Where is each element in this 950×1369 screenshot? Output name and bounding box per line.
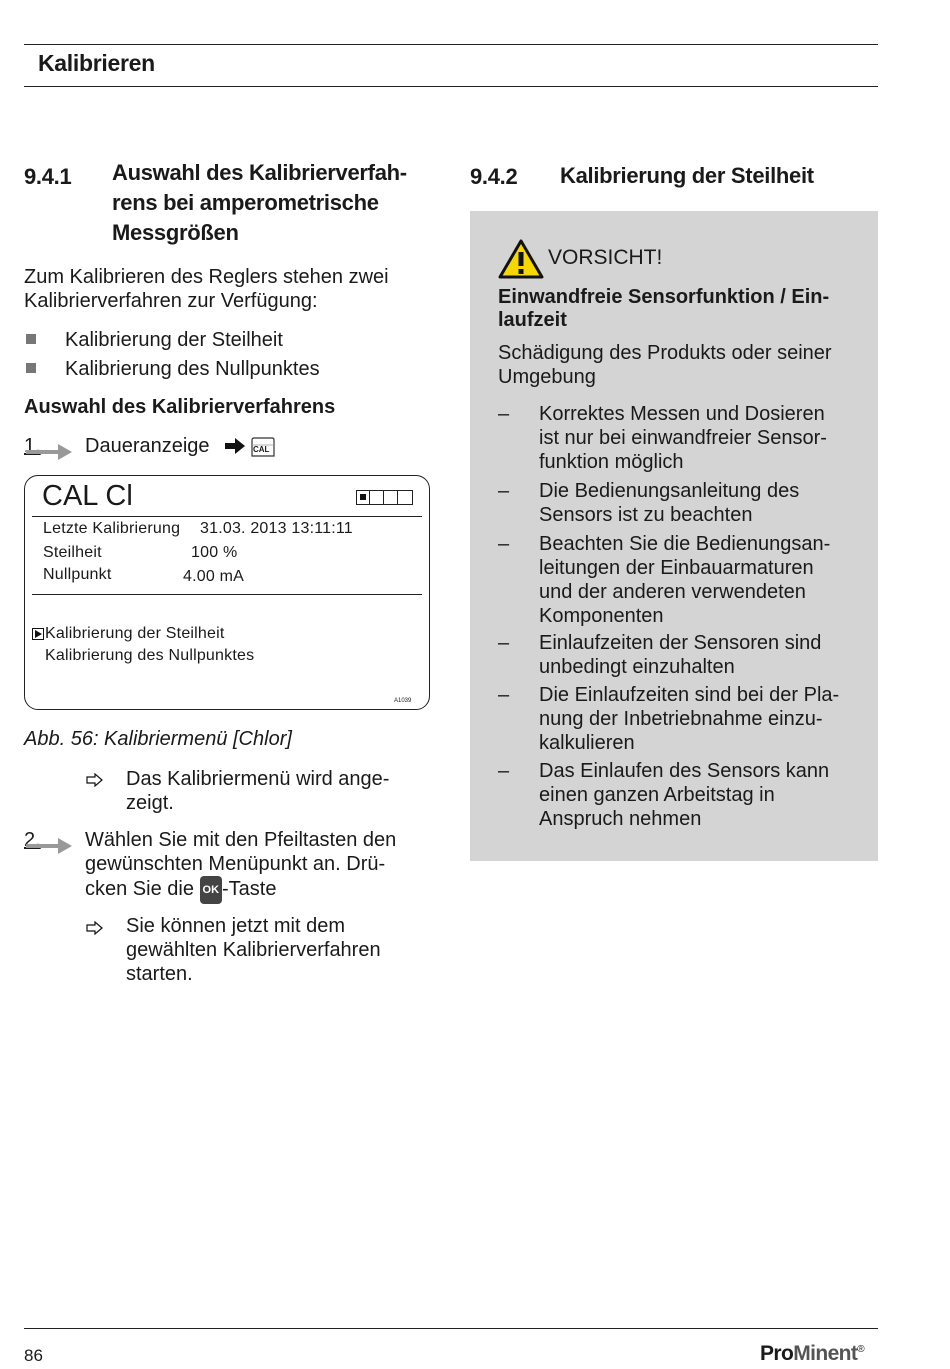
page-number: 86 — [24, 1346, 43, 1365]
result-arrow-icon — [86, 921, 104, 935]
step-arrow-icon — [24, 441, 74, 463]
warning-item-line: kalkulieren — [539, 732, 635, 754]
dash-bullet: – — [498, 632, 510, 654]
right-arrow-icon — [224, 437, 246, 455]
warning-title-line: laufzeit — [498, 309, 567, 331]
warning-item-line: funktion möglich — [539, 451, 684, 473]
warning-item-line: ist nur bei einwandfreier Sensor- — [539, 427, 827, 449]
bullet-square-icon — [26, 363, 36, 373]
menu-cursor-icon — [32, 628, 44, 640]
section-number-941: 9.4.1 — [24, 164, 72, 189]
menu-item-steilheit: Kalibrierung der Steilheit — [45, 625, 225, 642]
slope-label: Steilheit — [43, 544, 102, 561]
result-line: gewählten Kalibrierverfahren — [126, 939, 381, 961]
cal-key-icon — [250, 436, 276, 458]
warning-item-line: unbedingt einzuhalten — [539, 656, 735, 678]
brand-logo — [760, 1342, 864, 1366]
warning-item-line: Korrektes Messen und Dosieren — [539, 403, 825, 425]
figure-caption: Abb. 56: Kalibriermenü [Chlor] — [24, 728, 292, 750]
consequence-line: Umgebung — [498, 366, 596, 388]
warning-item-line: einen ganzen Arbeitstag in — [539, 784, 775, 806]
step-number: 2. — [24, 829, 41, 851]
warning-item-line: Einlaufzeiten der Sensoren sind — [539, 632, 822, 654]
warning-title — [498, 286, 829, 332]
result1-text — [126, 767, 389, 815]
section-title-line: rens bei amperometrische — [112, 190, 379, 215]
cal-key-label: CAL — [253, 445, 270, 454]
warning-item-line: nung der Inbetriebnahme einzu- — [539, 708, 823, 730]
section-title-line: Auswahl des Kalibrierverfah- — [112, 160, 407, 185]
result-line: Sie können jetzt mit dem — [126, 915, 345, 937]
warning-title-line: Einwandfreie Sensorfunktion / Ein- — [498, 286, 830, 308]
warning-item-line: Die Bedienungsanleitung des — [539, 480, 800, 502]
result-line: zeigt. — [126, 792, 174, 814]
dash-bullet: – — [498, 760, 510, 782]
status-segment — [385, 491, 398, 504]
intro-line: Zum Kalibrieren des Reglers stehen zwei — [24, 266, 389, 288]
section-title-942: Kalibrierung der Steilheit — [560, 163, 814, 188]
brand-part-1: Pro — [760, 1342, 794, 1365]
warning-item-line: Beachten Sie die Bedienungsan- — [539, 533, 831, 555]
warning-item-line: und der anderen verwendeten — [539, 581, 806, 603]
last-calibration-value: 31.03. 2013 13:11:11 — [200, 520, 353, 537]
warning-item-line: Das Einlaufen des Sensors kann — [539, 760, 830, 782]
menu-item-nullpunkt: Kalibrierung des Nullpunktes — [45, 647, 255, 664]
figure-code: A1039 — [394, 698, 412, 704]
section-number-942: 9.4.2 — [470, 164, 518, 189]
step2-text — [85, 828, 396, 904]
warning-triangle-icon — [498, 239, 544, 279]
zero-label: Nullpunkt — [43, 566, 112, 583]
dash-bullet: – — [498, 533, 510, 555]
ok-key-icon: OK — [200, 876, 223, 904]
intro-line: Kalibrierverfahren zur Verfügung: — [24, 290, 318, 312]
result2-text — [126, 914, 381, 986]
display-status-bar — [356, 490, 413, 505]
header-bottom-rule — [24, 86, 878, 87]
display-title: CAL Cl — [42, 480, 133, 512]
dash-bullet: – — [498, 684, 510, 706]
last-calibration-label: Letzte Kalibrierung — [43, 520, 181, 537]
calibration-display-figure — [24, 475, 430, 710]
step2-line: gewünschten Menüpunkt an. Drü- — [85, 853, 386, 875]
status-segment-filled — [357, 491, 370, 504]
warning-item-line: Anspruch nehmen — [539, 808, 702, 830]
step-number: 1. — [24, 435, 41, 457]
step2-line — [85, 876, 396, 904]
slope-value: 100 % — [191, 544, 238, 561]
status-segment — [371, 491, 384, 504]
zero-value: 4.00 mA — [183, 568, 244, 585]
dash-bullet: – — [498, 480, 510, 502]
display-divider — [32, 516, 422, 517]
step2-line: Wählen Sie mit den Pfeiltasten den — [85, 829, 397, 851]
section-title-line: Messgrößen — [112, 220, 239, 245]
page-header-title: Kalibrieren — [38, 50, 155, 76]
warning-item-line: Komponenten — [539, 605, 664, 627]
bullet-square-icon — [26, 334, 36, 344]
warning-signal-word: VORSICHT! — [548, 246, 663, 269]
bullet-item: Kalibrierung des Nullpunktes — [65, 358, 320, 380]
result-arrow-icon — [86, 773, 104, 787]
warning-item-line: Die Einlaufzeiten sind bei der Pla- — [539, 684, 840, 706]
section-title-941 — [112, 158, 407, 248]
intro-paragraph — [24, 265, 389, 313]
display-divider — [32, 594, 422, 595]
step2-line-post: -Taste — [222, 878, 277, 900]
result-line: Das Kalibriermenü wird ange- — [126, 768, 390, 790]
warning-box — [470, 211, 878, 861]
dash-bullet: – — [498, 403, 510, 425]
brand-registered: ® — [857, 1344, 865, 1355]
warning-consequence — [498, 341, 832, 389]
consequence-line: Schädigung des Produkts oder seiner — [498, 342, 832, 364]
step1-text: Daueranzeige — [85, 435, 210, 457]
result-line: starten. — [126, 963, 193, 985]
header-top-rule — [24, 44, 878, 45]
step-arrow-icon — [24, 835, 74, 857]
footer-rule — [24, 1328, 878, 1329]
warning-item-line: leitungen der Einbauarmaturen — [539, 557, 814, 579]
warning-item-line: Sensors ist zu beachten — [539, 504, 753, 526]
step2-line-pre: cken Sie die — [85, 878, 200, 900]
subheading-auswahl: Auswahl des Kalibrierverfahrens — [24, 396, 336, 418]
brand-part-2: Minent — [793, 1342, 858, 1365]
bullet-item: Kalibrierung der Steilheit — [65, 329, 283, 351]
